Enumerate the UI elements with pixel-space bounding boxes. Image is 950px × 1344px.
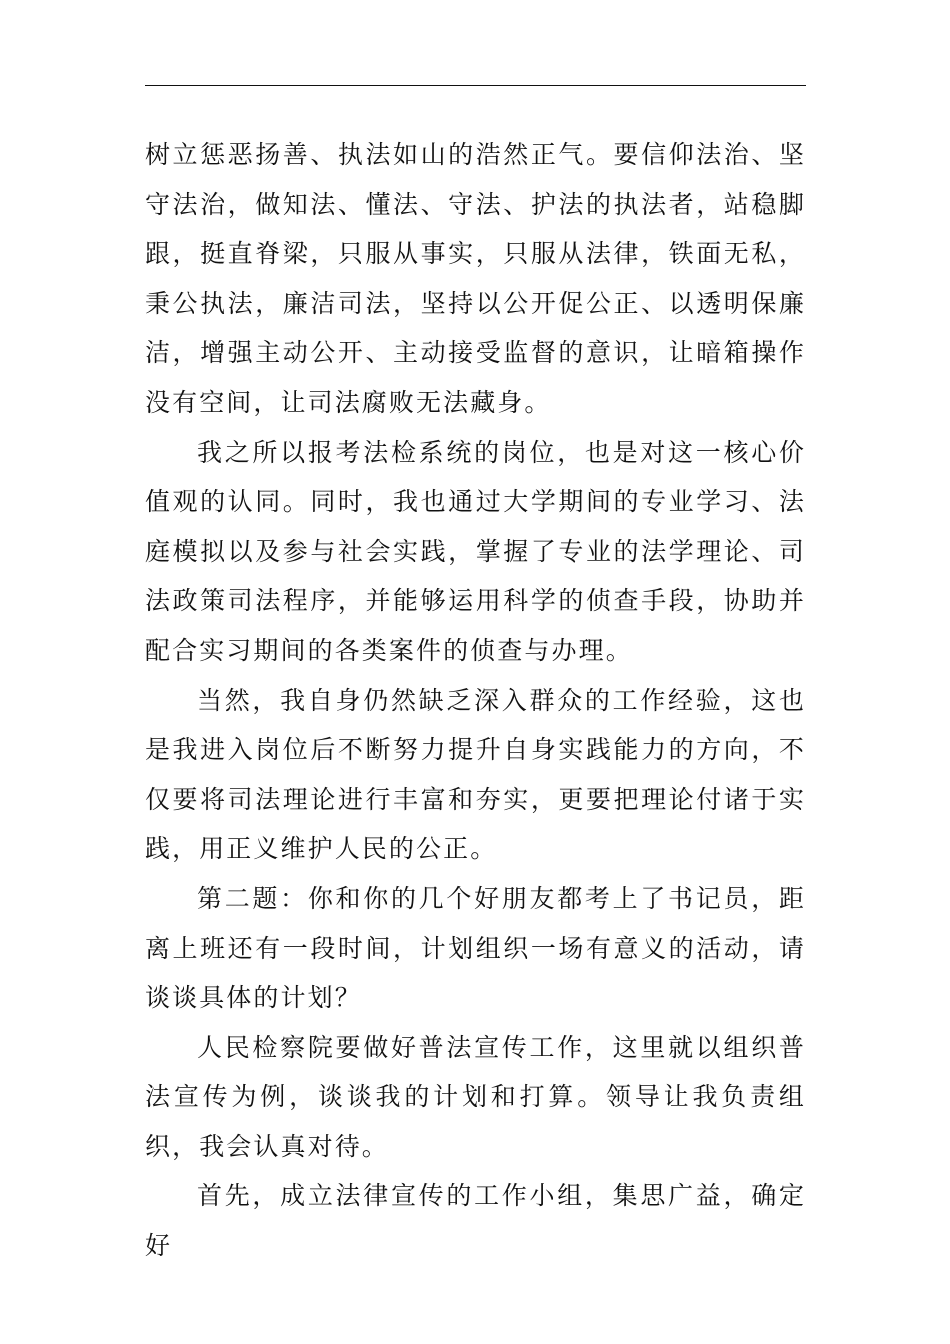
paragraph-4: 人民检察院要做好普法宣传工作，这里就以组织普法宣传为例，谈谈我的计划和打算。领导让我负责组织，我会认真对待。 — [145, 1032, 806, 1161]
paragraph-3: 当然，我自身仍然缺乏深入群众的工作经验，这也是我进入岗位后不断努力提升自身实践能力的方向，不仅要将司法理论进行丰富和夯实，更要把理论付诸于实践，用正义维护人民的公正。 — [145, 685, 806, 864]
paragraph-1: 树立惩恶扬善、执法如山的浩然正气。要信仰法治、坚守法治，做知法、懂法、守法、护法的执法者，站稳脚跟，挺直脊梁，只服从事实，只服从法律，铁面无私，秉公执法，廉洁司法，坚持以公开促公正、以透明保廉洁，增强主动公开、主动接受监督的意识，让暗箱操作没有空间，让司法腐败无法藏身。 — [145, 140, 806, 417]
paragraph-2: 我之所以报考法检系统的岗位，也是对这一核心价值观的认同。同时，我也通过大学期间的专业学习、法庭模拟以及参与社会实践，掌握了专业的法学理论、司法政策司法程序，并能够运用科学的侦查手段，协助并配合实习期间的各类案件的侦查与办理。 — [145, 437, 806, 665]
document-body — [145, 130, 806, 1271]
question-2: 第二题：你和你的几个好朋友都考上了书记员，距离上班还有一段时间，计划组织一场有意义的活动，请谈谈具体的计划？ — [145, 883, 806, 1013]
header-rule — [145, 85, 806, 86]
paragraph-5: 首先，成立法律宣传的工作小组，集思广益，确定好 — [145, 1181, 806, 1261]
